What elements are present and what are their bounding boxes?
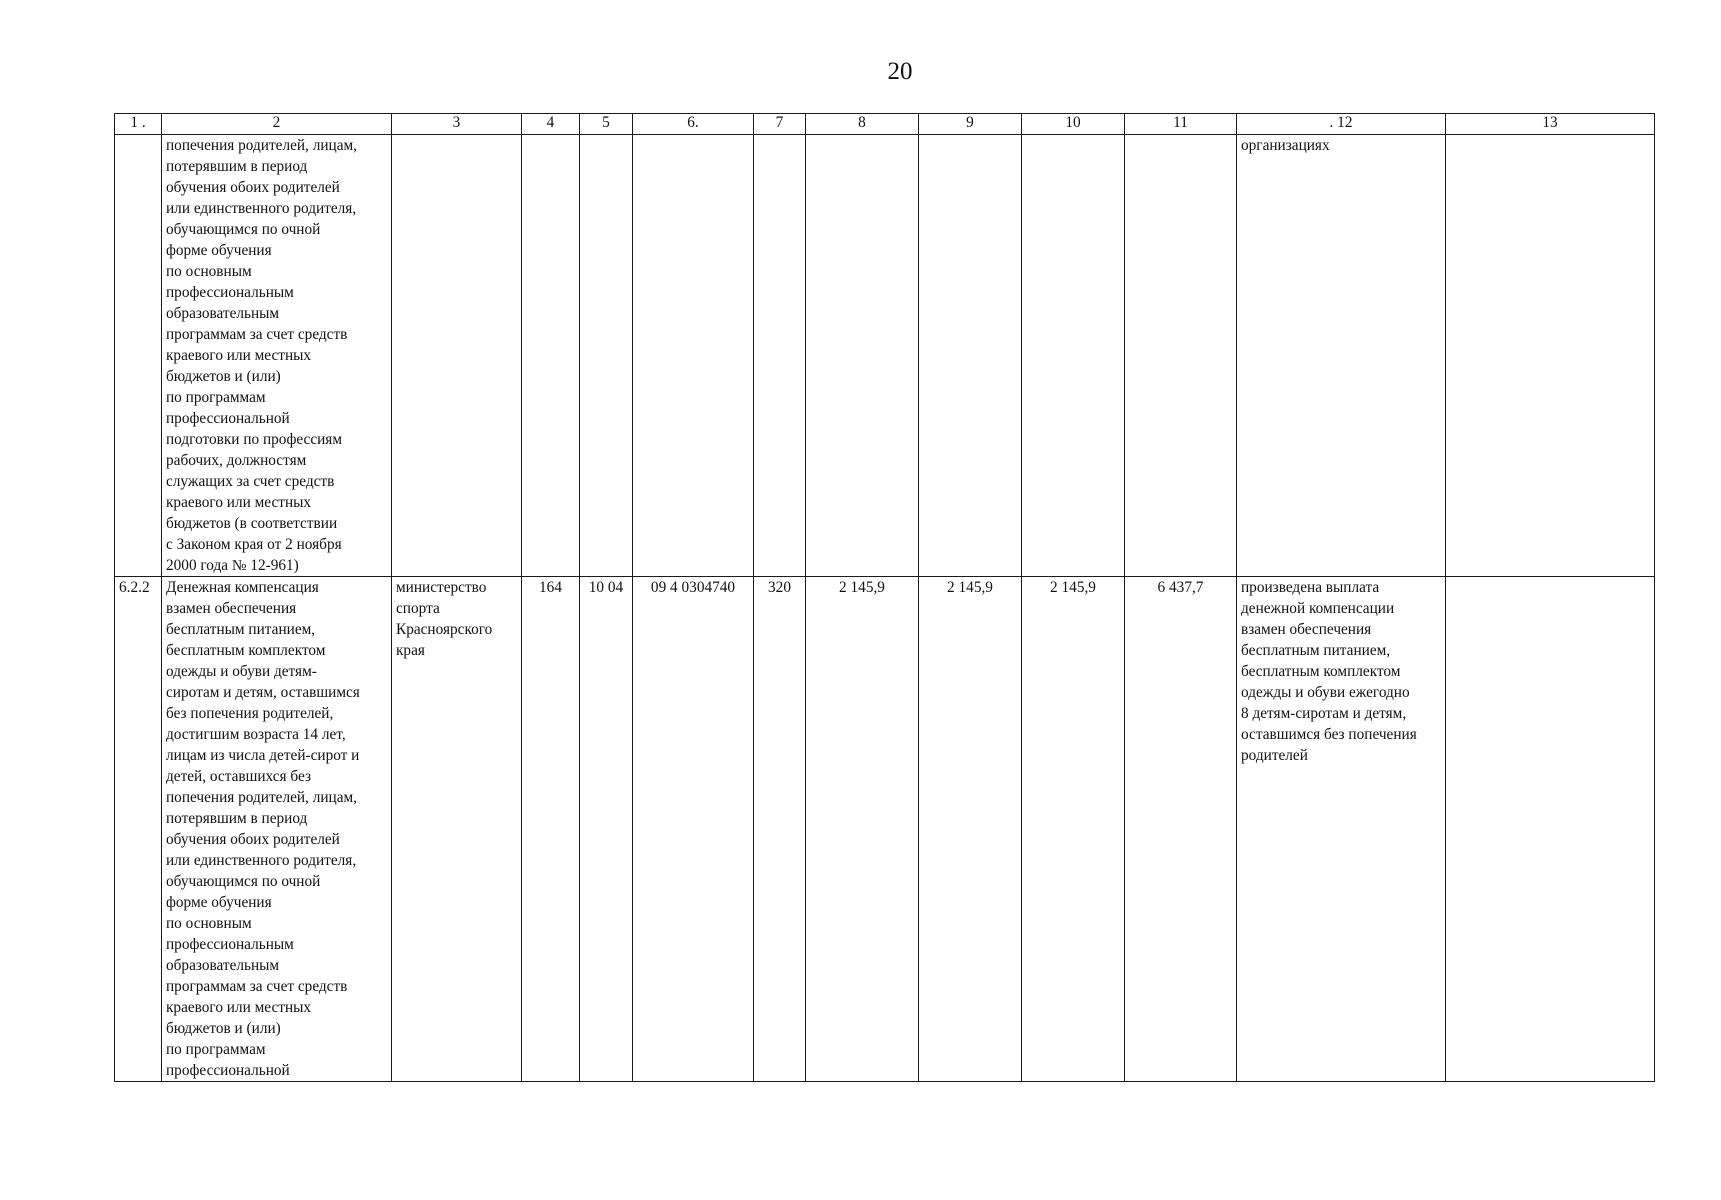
year1-cell: 2 145,9 xyxy=(806,577,919,1082)
header-cell: 13 xyxy=(1446,114,1655,135)
vr-cell: 320 xyxy=(754,577,806,1082)
header-cell: 4 xyxy=(522,114,580,135)
header-cell: 7 xyxy=(754,114,806,135)
header-cell: 3 xyxy=(392,114,522,135)
result-cell: организациях xyxy=(1237,135,1446,577)
table-header-row xyxy=(115,114,1655,135)
total-cell xyxy=(1125,135,1237,577)
budget-table xyxy=(114,113,1655,1082)
vr-cell xyxy=(754,135,806,577)
year1-cell xyxy=(806,135,919,577)
header-cell: 6. xyxy=(633,114,754,135)
csr-cell: 09 4 0304740 xyxy=(633,577,754,1082)
rzpr-cell xyxy=(580,135,633,577)
row-number-cell: 6.2.2 xyxy=(115,577,162,1082)
table-row xyxy=(115,577,1655,1082)
table-row xyxy=(115,135,1655,577)
row-number-cell xyxy=(115,135,162,577)
header-cell: 11 xyxy=(1125,114,1237,135)
result-cell: произведена выплата денежной компенсации взамен обеспечения бесплатным питанием, бесплатным комплектом одежды и обуви ежегодно 8 детям-сиротам и детям, оставшимся без попечения родителей xyxy=(1237,577,1446,1082)
header-cell: 1 . xyxy=(115,114,162,135)
header-cell: 9 xyxy=(919,114,1022,135)
executor-cell xyxy=(392,135,522,577)
year3-cell: 2 145,9 xyxy=(1022,577,1125,1082)
executor-cell: министерство спорта Красноярского края xyxy=(392,577,522,1082)
measure-name-cell: попечения родителей, лицам, потерявшим в период обучения обоих родителей или единственного родителя, обучающимся по очной форме обучения по основным профессиональным образовательным программам за счет средств краевого или местных бюджетов и (или) по программам профессиональной подготовки по профессиям рабочих, должностям служащих за счет средств краевого или местных бюджетов (в соответствии с Законом края от 2 ноября 2000 года № 12-961) xyxy=(162,135,392,577)
note-cell xyxy=(1446,135,1655,577)
year3-cell xyxy=(1022,135,1125,577)
year2-cell xyxy=(919,135,1022,577)
header-cell: 8 xyxy=(806,114,919,135)
measure-name-cell: Денежная компенсация взамен обеспечения бесплатным питанием, бесплатным комплектом одежды и обуви детям- сиротам и детям, оставшимся без попечения родителей, достигшим возраста 14 лет, лицам из числа детей-сирот и детей, оставшихся без попечения родителей, лицам, потерявшим в период обучения обоих родителей или единственного родителя, обучающимся по очной форме обучения по основным профессиональным образовательным программам за счет средств краевого или местных бюджетов и (или) по программам профессиональной xyxy=(162,577,392,1082)
total-cell: 6 437,7 xyxy=(1125,577,1237,1082)
header-cell: 2 xyxy=(162,114,392,135)
csr-cell xyxy=(633,135,754,577)
header-cell: 10 xyxy=(1022,114,1125,135)
grbs-cell xyxy=(522,135,580,577)
grbs-cell: 164 xyxy=(522,577,580,1082)
note-cell xyxy=(1446,577,1655,1082)
rzpr-cell: 10 04 xyxy=(580,577,633,1082)
year2-cell: 2 145,9 xyxy=(919,577,1022,1082)
header-cell: 5 xyxy=(580,114,633,135)
page-number: 20 xyxy=(887,58,913,85)
header-cell: . 12 xyxy=(1237,114,1446,135)
